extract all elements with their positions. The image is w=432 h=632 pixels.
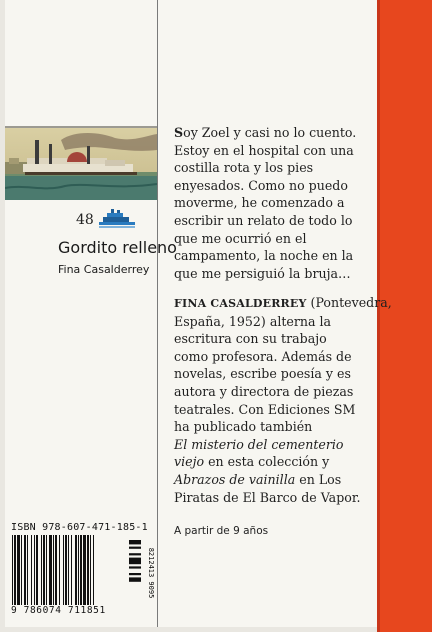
bio-line: como profesora. Además de — [174, 348, 352, 364]
barcode-bar — [55, 535, 57, 605]
addon-bar — [129, 558, 141, 565]
barcode-bar — [87, 535, 89, 605]
book-title-italic: viejo — [174, 454, 205, 470]
barcode-bar — [65, 535, 67, 605]
barcode-bar — [53, 535, 54, 605]
cover-fold-line — [157, 0, 158, 627]
barcode-bar — [75, 535, 77, 605]
blurb-line: enyesados. Como no puedo — [174, 177, 348, 193]
addon-bar — [129, 566, 141, 568]
bio-author-name: FINA CASALDERREY — [174, 297, 307, 310]
bio-line: FINA CASALDERREY (Pontevedra, — [174, 295, 392, 310]
author-bio — [174, 294, 392, 506]
bio-line: ha publicado también — [174, 419, 313, 435]
addon-bar — [129, 540, 141, 544]
barcode-bar — [71, 535, 72, 605]
barcode-bar — [14, 535, 16, 605]
barcode-bar — [68, 535, 69, 605]
barcode-bar — [83, 535, 86, 605]
barcode-bar — [80, 535, 82, 605]
blurb-paragraph — [174, 124, 374, 282]
barcode-addon — [129, 540, 155, 606]
book-title-italic: El misterio del cementerio — [174, 436, 344, 452]
steamboat-logo-icon — [97, 209, 137, 229]
bio-line: novelas, escribe poesía y es — [174, 366, 351, 382]
barcode-bar — [24, 535, 26, 605]
bio-line: viejo en esta colección y — [174, 454, 330, 470]
bio-line: Piratas de El Barco de Vapor. — [174, 489, 361, 505]
blurb-line: costilla rota y los pies — [174, 160, 314, 176]
bio-line — [174, 436, 374, 454]
barcode-bar — [90, 535, 91, 605]
isbn-label: ISBN 978-607-471-185-1 — [11, 522, 148, 533]
blurb-line: escribir un relato de todo lo — [174, 212, 353, 228]
barcode-bar — [41, 535, 42, 605]
barcode-bar — [59, 535, 60, 605]
drop-cap: S — [174, 125, 184, 140]
book-spine — [377, 0, 432, 632]
bio-line: España, 1952) alterna la — [174, 313, 332, 329]
barcode-digits: 9 786074 711851 — [11, 605, 106, 616]
bio-line: teatrales. Con Ediciones SM — [174, 401, 356, 417]
bio-line: Abrazos de vainilla en Los — [174, 471, 342, 487]
barcode-bar — [78, 535, 79, 605]
bio-line: autora y directora de piezas — [174, 383, 354, 399]
barcode-bar — [31, 535, 32, 605]
barcode-bar — [36, 535, 38, 605]
spine-edge — [377, 0, 380, 632]
barcode-bar — [49, 535, 52, 605]
blurb-line: que me persiguió la bruja… — [174, 265, 351, 281]
barcode-bar — [12, 535, 13, 605]
barcode-bar — [34, 535, 35, 605]
series-number: 48 — [76, 212, 94, 228]
barcode-bar — [27, 535, 28, 605]
barcode-bar — [63, 535, 64, 605]
barcode-bar — [17, 535, 20, 605]
steamboat-illustration — [5, 128, 157, 200]
blurb-line: que me ocurrió en el — [174, 230, 307, 246]
addon-bar — [129, 547, 141, 549]
blurb-line: Soy Zoel y casi no lo cuento. — [174, 125, 357, 140]
addon-bar — [129, 577, 141, 581]
barcode-bar — [46, 535, 47, 605]
age-recommendation: A partir de 9 años — [174, 525, 269, 537]
blurb-line: moverme, he comenzado a — [174, 195, 345, 211]
addon-bar — [129, 553, 141, 555]
book-author: Fina Casalderrey — [58, 263, 150, 276]
barcode-bar — [21, 535, 22, 605]
barcode-bar — [93, 535, 94, 605]
bio-line: escritura con su trabajo — [174, 331, 327, 347]
blurb-line: campamento, la noche en la — [174, 248, 354, 264]
addon-bar — [129, 573, 141, 575]
book-title: Gordito relleno — [58, 238, 177, 257]
blurb-line: Estoy en el hospital con una — [174, 142, 354, 158]
barcode-bar — [43, 535, 45, 605]
addon-digits: 8212413 9095 — [147, 547, 155, 599]
book-title-italic: Abrazos de vainilla — [174, 471, 296, 487]
